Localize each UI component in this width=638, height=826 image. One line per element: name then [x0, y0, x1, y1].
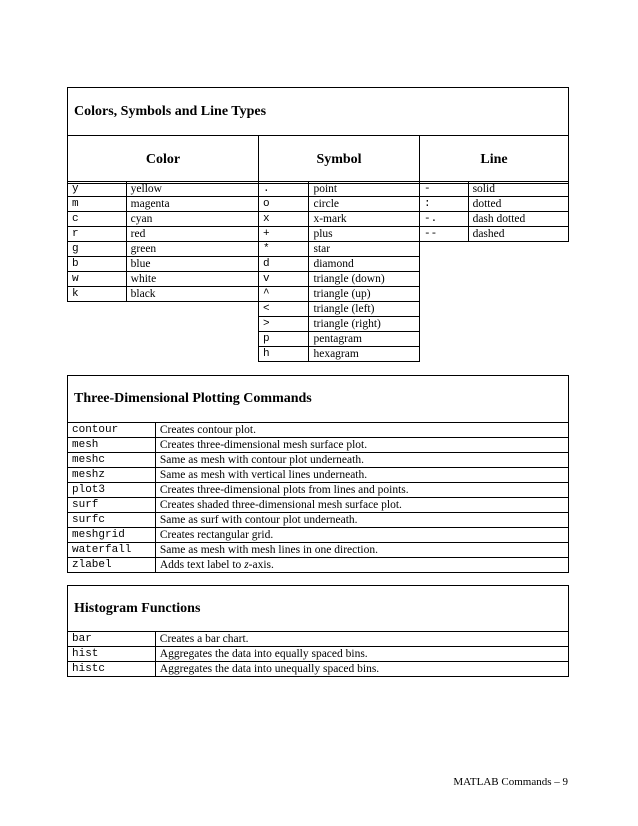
line-row-description: dash dotted	[468, 212, 568, 227]
color-row	[68, 197, 259, 212]
plot3d-row	[68, 513, 569, 528]
symbol-row	[259, 317, 420, 332]
symbol-row-description: circle	[309, 197, 420, 212]
symbol-row-description: hexagram	[309, 347, 420, 362]
plot3d-row-description: Creates three-dimensional mesh surface plot.	[155, 438, 568, 453]
color-row-description: green	[126, 242, 258, 257]
color-row-code: g	[68, 242, 127, 257]
histogram-row-description: Aggregates the data into equally spaced bins.	[155, 647, 568, 662]
symbol-row-code: +	[259, 227, 309, 242]
line-row-code: :	[420, 197, 469, 212]
symbol-row	[259, 272, 420, 287]
color-table	[67, 181, 259, 302]
symbol-table	[258, 181, 420, 362]
plot3d-row	[68, 498, 569, 513]
symbol-row	[259, 257, 420, 272]
plot3d-section-title: Three-Dimensional Plotting Commands	[74, 391, 312, 406]
line-table	[419, 181, 569, 242]
symbol-row-description: triangle (up)	[309, 287, 420, 302]
colors-section-header	[67, 87, 569, 136]
symbol-row-code: ^	[259, 287, 309, 302]
plot3d-row-description: Adds text label to z-axis.	[155, 558, 568, 573]
symbol-row-code: *	[259, 242, 309, 257]
histogram-row-code: histc	[68, 662, 156, 677]
color-row	[68, 257, 259, 272]
histogram-row-code: hist	[68, 647, 156, 662]
symbol-row	[259, 227, 420, 242]
symbol-column-header	[258, 136, 420, 184]
line-header-label: Line	[480, 151, 508, 167]
plot3d-row-code: meshgrid	[68, 528, 156, 543]
plot3d-row-description: Creates three-dimensional plots from lines and points.	[155, 483, 568, 498]
color-row-code: y	[68, 182, 127, 197]
histogram-row-description: Aggregates the data into unequally spaced bins.	[155, 662, 568, 677]
symbol-header-label: Symbol	[316, 151, 362, 167]
symbol-row-code: x	[259, 212, 309, 227]
color-row-description: blue	[126, 257, 258, 272]
plot3d-row-code: meshc	[68, 453, 156, 468]
plot3d-section-header	[67, 375, 569, 423]
line-row	[420, 182, 569, 197]
histogram-section-header	[67, 585, 569, 632]
plot3d-row-code: zlabel	[68, 558, 156, 573]
symbol-row	[259, 347, 420, 362]
color-row-code: w	[68, 272, 127, 287]
line-row-description: dotted	[468, 197, 568, 212]
symbol-row-description: diamond	[309, 257, 420, 272]
plot3d-row	[68, 483, 569, 498]
symbol-row	[259, 197, 420, 212]
plot3d-row-description: Creates rectangular grid.	[155, 528, 568, 543]
histogram-row-code: bar	[68, 632, 156, 647]
histogram-row-description: Creates a bar chart.	[155, 632, 568, 647]
plot3d-row	[68, 438, 569, 453]
color-row-description: red	[126, 227, 258, 242]
symbol-row	[259, 302, 420, 317]
plot3d-row	[68, 528, 569, 543]
plot3d-table	[67, 422, 569, 573]
symbol-row	[259, 332, 420, 347]
line-row-code: -	[420, 182, 469, 197]
plot3d-row-code: plot3	[68, 483, 156, 498]
color-row	[68, 272, 259, 287]
plot3d-row-code: waterfall	[68, 543, 156, 558]
color-row	[68, 227, 259, 242]
symbol-row	[259, 287, 420, 302]
symbol-row-code: o	[259, 197, 309, 212]
symbol-row-code: d	[259, 257, 309, 272]
symbol-row-code: <	[259, 302, 309, 317]
color-row-code: m	[68, 197, 127, 212]
symbol-row-code: .	[259, 182, 309, 197]
color-header-label: Color	[145, 151, 181, 167]
histogram-row	[68, 632, 569, 647]
symbol-row-description: star	[309, 242, 420, 257]
symbol-row-description: x-mark	[309, 212, 420, 227]
color-row-description: cyan	[126, 212, 258, 227]
plot3d-row	[68, 558, 569, 573]
line-row-code: --	[420, 227, 469, 242]
symbol-row-description: plus	[309, 227, 420, 242]
histogram-row	[68, 662, 569, 677]
plot3d-row	[68, 423, 569, 438]
symbol-row-code: >	[259, 317, 309, 332]
symbol-row-description: triangle (down)	[309, 272, 420, 287]
line-row	[420, 227, 569, 242]
line-row	[420, 212, 569, 227]
page-footer: MATLAB Commands – 9	[453, 776, 568, 788]
symbol-row-code: v	[259, 272, 309, 287]
plot3d-row-code: contour	[68, 423, 156, 438]
plot3d-row	[68, 453, 569, 468]
color-row-code: c	[68, 212, 127, 227]
plot3d-row-code: surfc	[68, 513, 156, 528]
line-row-description: solid	[468, 182, 568, 197]
color-row-description: white	[126, 272, 258, 287]
plot3d-row	[68, 543, 569, 558]
plot3d-row-description: Same as surf with contour plot underneath.	[155, 513, 568, 528]
color-row-description: black	[126, 287, 258, 302]
line-row	[420, 197, 569, 212]
color-row-description: magenta	[126, 197, 258, 212]
plot3d-row-description: Same as mesh with vertical lines underneath.	[155, 468, 568, 483]
symbol-row-description: triangle (right)	[309, 317, 420, 332]
histogram-row	[68, 647, 569, 662]
plot3d-row-code: mesh	[68, 438, 156, 453]
color-row	[68, 212, 259, 227]
symbol-row-code: p	[259, 332, 309, 347]
histogram-section-title: Histogram Functions	[74, 601, 201, 616]
histogram-table	[67, 631, 569, 677]
plot3d-row-description: Creates shaded three-dimensional mesh surface plot.	[155, 498, 568, 513]
color-row-code: r	[68, 227, 127, 242]
symbol-row-description: pentagram	[309, 332, 420, 347]
color-row-description: yellow	[126, 182, 258, 197]
line-row-code: -.	[420, 212, 469, 227]
color-row	[68, 242, 259, 257]
plot3d-row-description: Same as mesh with contour plot underneath.	[155, 453, 568, 468]
color-row	[68, 287, 259, 302]
plot3d-row	[68, 468, 569, 483]
plot3d-row-code: meshz	[68, 468, 156, 483]
plot3d-row-description: Same as mesh with mesh lines in one direction.	[155, 543, 568, 558]
symbol-row-description: triangle (left)	[309, 302, 420, 317]
plot3d-row-code: surf	[68, 498, 156, 513]
line-column-header	[419, 136, 569, 184]
color-column-header	[67, 136, 259, 184]
symbol-row-code: h	[259, 347, 309, 362]
color-row-code: b	[68, 257, 127, 272]
symbol-row	[259, 212, 420, 227]
symbol-row	[259, 242, 420, 257]
symbol-row-description: point	[309, 182, 420, 197]
colors-section-title: Colors, Symbols and Line Types	[74, 104, 267, 119]
symbol-row	[259, 182, 420, 197]
color-row-code: k	[68, 287, 127, 302]
color-row	[68, 182, 259, 197]
plot3d-row-description: Creates contour plot.	[155, 423, 568, 438]
line-row-description: dashed	[468, 227, 568, 242]
